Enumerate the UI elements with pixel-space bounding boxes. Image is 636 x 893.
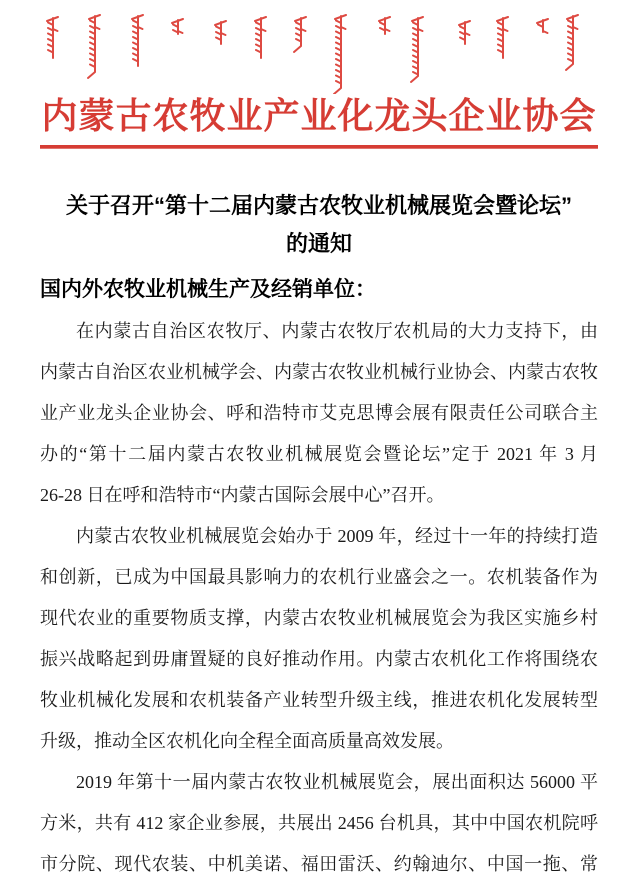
paragraph-line: 现代农业的重要物质支撑，内蒙古农牧业机械展览会为我区实施乡村 (40, 608, 598, 628)
paragraph-line: 振兴战略起到毋庸置疑的良好推动作用。内蒙古农机化工作将围绕农 (40, 649, 598, 669)
notice-title (40, 187, 598, 263)
notice-body (40, 187, 598, 885)
paragraph-line: 内蒙古农牧业机械展览会始办于 2009 年，经过十一年的持续打造 (76, 526, 598, 546)
paragraph-line: 市分院、现代农装、中机美诺、福田雷沃、约翰迪尔、中国一拖、常 (40, 854, 598, 874)
letterhead-divider (40, 145, 598, 149)
paragraph-line: 26-28 日在呼和浩特市“内蒙古国际会展中心”召开。 (40, 485, 445, 505)
paragraph-line: 内蒙古自治区农业机械学会、内蒙古农牧业机械行业协会、内蒙古农牧 (40, 362, 598, 382)
paragraph-line: 办的“第十二届内蒙古农牧业机械展览会暨论坛”定于 2021 年 3 月 (40, 444, 598, 464)
paragraph-line: 牧业机械化发展和农机装备产业转型升级主线，推进农机化发展转型 (40, 690, 598, 710)
paragraph (40, 311, 598, 516)
paragraph (40, 516, 598, 762)
notice-title-line2: 的通知 (285, 231, 352, 256)
paragraph-line: 业产业龙头企业协会、呼和浩特市艾克思博会展有限责任公司联合主 (40, 403, 598, 423)
paragraph-line: 2019 年第十一届内蒙古农牧业机械展览会，展出面积达 56000 平 (76, 772, 598, 792)
body-paragraphs (40, 311, 598, 885)
paragraph-line: 方米，共有 412 家企业参展，共展出 2456 台机具，其中中国农机院呼 (40, 813, 598, 833)
notice-title-line1: 关于召开“第十二届内蒙古农牧业机械展览会暨论坛” (65, 193, 572, 218)
mongolian-script-banner (43, 10, 595, 94)
letterhead (40, 10, 598, 149)
paragraph-line: 升级，推动全区农机化向全程全面高质量高效发展。 (40, 731, 454, 751)
org-name: 内蒙古农牧业产业化龙头企业协会 (41, 96, 597, 136)
paragraph (40, 762, 598, 885)
salutation: 国内外农牧业机械生产及经销单位： (40, 278, 376, 301)
paragraph-line: 在内蒙古自治区农牧厅、内蒙古农牧厅农机局的大力支持下，由 (76, 321, 598, 341)
paragraph-line: 和创新，已成为中国最具影响力的农机行业盛会之一。农机装备作为 (40, 567, 598, 587)
